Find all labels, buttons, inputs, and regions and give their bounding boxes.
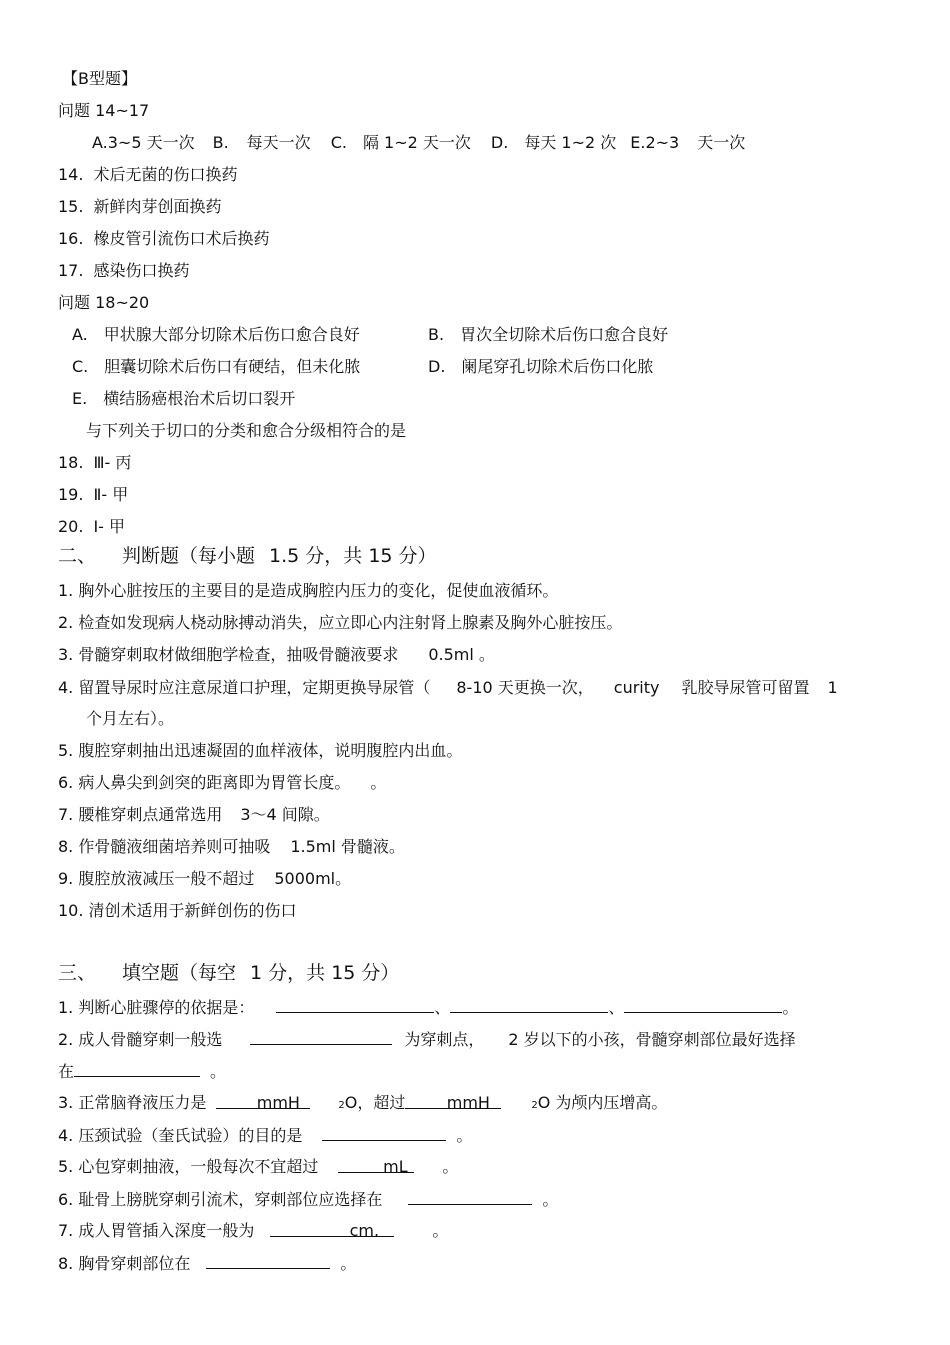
option-text: 胆囊切除术后伤口有硬结，但未化脓 <box>104 357 361 376</box>
judge-item-5: 5. 腹腔穿刺抽出迅速凝固的血样液体，说明腹腔内出血。 <box>58 741 463 760</box>
group2-option-a <box>72 324 360 346</box>
fill-text: 4. 压颈试验（奎氏试验）的目的是 <box>58 1126 303 1145</box>
fill-q3 <box>58 1092 667 1117</box>
option-text: 胃次全切除术后伤口愈合良好 <box>460 325 669 344</box>
option-b-letter: B. <box>212 133 229 152</box>
question-number: 16. <box>58 229 84 248</box>
answer-blank[interactable] <box>74 1060 200 1077</box>
fill-q7 <box>58 1220 448 1242</box>
question-20 <box>58 516 125 538</box>
section-score: 1.5 分，共 15 分） <box>269 545 437 567</box>
b-section-title: 【B型题】 <box>62 69 137 88</box>
option-letter: E. <box>72 389 88 408</box>
option-e-letter: E.2~3 <box>630 133 680 152</box>
group1-options <box>92 132 745 154</box>
fill-q5 <box>58 1156 458 1178</box>
fill-q2 <box>58 1028 796 1051</box>
judge-text: 6. 病人鼻尖到剑突的距离即为胃管长度。 <box>58 773 351 792</box>
judge-punct: 。 <box>370 773 387 792</box>
group1-header: 问题 14~17 <box>58 101 150 120</box>
option-letter: A. <box>72 325 88 344</box>
group2-header: 问题 18~20 <box>58 293 150 312</box>
fill-text: 在 <box>58 1062 75 1081</box>
fill-q4 <box>58 1124 472 1147</box>
question-text: 术后无菌的伤口换药 <box>93 165 238 184</box>
answer-blank[interactable] <box>450 996 608 1013</box>
question-text: Ⅱ- 甲 <box>93 485 129 504</box>
question-number: 20. <box>58 517 84 536</box>
group2-option-d <box>428 356 653 378</box>
question-number: 17. <box>58 261 84 280</box>
fill-text: 2 岁以下的小孩，骨髓穿刺部位最好选择 <box>508 1030 796 1049</box>
answer-blank[interactable] <box>270 1220 394 1240</box>
fill-q6 <box>58 1188 558 1211</box>
option-text: 甲状腺大部分切除术后伤口愈合良好 <box>103 325 360 344</box>
judge-value: 8-10 天更换一次， <box>456 678 594 697</box>
unit-label: mmH <box>256 1093 300 1112</box>
option-c-letter: C. <box>330 133 347 152</box>
section-score: 1 分，共 15 分） <box>250 962 400 984</box>
fill-q2-cont <box>58 1060 226 1083</box>
judge-item-7 <box>58 804 330 826</box>
question-19 <box>58 484 128 506</box>
subscript: 2 <box>338 1100 345 1111</box>
option-b-text: 每天一次 <box>246 133 311 152</box>
option-letter: B. <box>428 325 445 344</box>
question-17 <box>58 260 189 282</box>
option-e-text: 天一次 <box>697 133 746 152</box>
end-punct: 。 <box>210 1062 227 1081</box>
fill-text: 8. 胸骨穿刺部位在 <box>58 1254 191 1273</box>
end-punct: 。 <box>542 1190 559 1209</box>
judge-value: 5000ml。 <box>274 869 352 888</box>
section-title: 填空题（每空 <box>122 962 237 984</box>
option-a: A.3~5 天一次 <box>92 133 195 152</box>
end-punct: 。 <box>340 1254 357 1273</box>
answer-blank[interactable] <box>624 996 782 1013</box>
answer-blank[interactable] <box>408 1188 532 1205</box>
judge-value: 3～4 间隙。 <box>240 805 330 824</box>
judge-text: 4. 留置导尿时应注意尿道口护理，定期更换导尿管（ <box>58 678 431 697</box>
answer-blank[interactable] <box>276 996 434 1013</box>
question-number: 15. <box>58 197 84 216</box>
option-c-text: 隔 1~2 天一次 <box>362 133 471 152</box>
question-text: 新鲜肉芽创面换药 <box>93 197 222 216</box>
fill-text: O，超过 <box>344 1093 406 1112</box>
judge-item-4 <box>58 677 838 699</box>
unit-label: cm. <box>349 1221 380 1240</box>
option-text: 横结肠癌根治术后切口裂开 <box>103 389 296 408</box>
fill-text: 3. 正常脑脊液压力是 <box>58 1093 207 1112</box>
judge-item-9 <box>58 868 351 890</box>
question-text: 橡皮管引流伤口术后换药 <box>93 229 270 248</box>
option-text: 阑尾穿孔切除术后伤口化脓 <box>461 357 654 376</box>
answer-blank[interactable] <box>206 1252 330 1269</box>
group2-question: 与下列关于切口的分类和愈合分级相符合的是 <box>86 421 407 440</box>
subscript: 2 <box>531 1100 538 1111</box>
separator: 、 <box>434 998 451 1017</box>
separator: 、 <box>608 998 625 1017</box>
group2-option-e <box>72 388 295 410</box>
judge-text: 8. 作骨髓液细菌培养则可抽吸 <box>58 837 271 856</box>
question-text: 感染伤口换药 <box>93 261 190 280</box>
fill-text: 2. 成人骨髓穿刺一般选 <box>58 1030 223 1049</box>
end-punct: 。 <box>442 1157 459 1176</box>
end-punct: 。 <box>782 998 799 1017</box>
fill-text: 6. 耻骨上膀胱穿刺引流术，穿刺部位应选择在 <box>58 1190 383 1209</box>
section-number: 三、 <box>58 962 97 984</box>
fill-text: 7. 成人胃管插入深度一般为 <box>58 1221 255 1240</box>
judge-item-2: 2. 检查如发现病人桡动脉搏动消失，应立即心内注射肾上腺素及胸外心脏按压。 <box>58 613 623 632</box>
group2-option-c <box>72 356 360 378</box>
unit-label: mmH <box>446 1093 490 1112</box>
fill-q8 <box>58 1252 356 1275</box>
judge-item-3 <box>58 644 495 666</box>
judge-text: 9. 腹腔放液减压一般不超过 <box>58 869 255 888</box>
judge-text: 乳胶导尿管可留置 <box>681 678 810 697</box>
fill-q1 <box>58 996 798 1019</box>
judge-term: curity <box>613 678 660 697</box>
answer-blank[interactable] <box>216 1092 310 1112</box>
judge-item-4-cont: 个月左右）。 <box>86 709 175 728</box>
answer-blank[interactable] <box>322 1124 446 1141</box>
question-18 <box>58 452 131 474</box>
question-number: 14. <box>58 165 84 184</box>
section-title: 判断题（每小题 <box>122 545 256 567</box>
question-text: Ⅲ- 丙 <box>93 453 132 472</box>
fill-text: 5. 心包穿刺抽液，一般每次不宜超过 <box>58 1157 319 1176</box>
option-letter: C. <box>72 357 89 376</box>
judge-section-title <box>58 545 437 567</box>
option-d-text: 每天 1~2 次 <box>524 133 617 152</box>
fill-text: 1. 判断心脏骤停的依据是： <box>58 998 255 1017</box>
answer-blank[interactable] <box>405 1092 501 1112</box>
end-punct: 。 <box>456 1126 473 1145</box>
question-14 <box>58 164 237 186</box>
judge-value: 1 <box>827 678 838 697</box>
answer-blank[interactable] <box>338 1156 414 1176</box>
judge-value: 1.5ml 骨髓液。 <box>290 837 405 856</box>
question-16 <box>58 228 269 250</box>
judge-item-10: 10. 清创术适用于新鲜创伤的伤口 <box>58 901 297 920</box>
end-punct: 。 <box>432 1221 449 1240</box>
answer-blank[interactable] <box>250 1028 392 1045</box>
unit-label: mL <box>383 1157 408 1176</box>
option-letter: D. <box>428 357 446 376</box>
group2-option-b <box>428 324 668 346</box>
fill-section-title <box>58 962 399 984</box>
judge-value: 0.5ml 。 <box>428 645 495 664</box>
judge-text: 3. 骨髓穿刺取材做细胞学检查，抽吸骨髓液要求 <box>58 645 399 664</box>
judge-item-8 <box>58 836 405 858</box>
fill-text: O 为颅内压增高。 <box>537 1093 668 1112</box>
question-15 <box>58 196 221 218</box>
question-text: Ⅰ- 甲 <box>93 517 126 536</box>
judge-item-1: 1. 胸外心脏按压的主要目的是造成胸腔内压力的变化，促使血液循环。 <box>58 581 559 600</box>
question-number: 18. <box>58 453 84 472</box>
fill-text: 为穿刺点， <box>404 1030 485 1049</box>
question-number: 19. <box>58 485 84 504</box>
section-number: 二、 <box>58 545 97 567</box>
judge-item-6 <box>58 772 386 794</box>
option-d-letter: D. <box>490 133 509 152</box>
judge-text: 7. 腰椎穿刺点通常选用 <box>58 805 223 824</box>
